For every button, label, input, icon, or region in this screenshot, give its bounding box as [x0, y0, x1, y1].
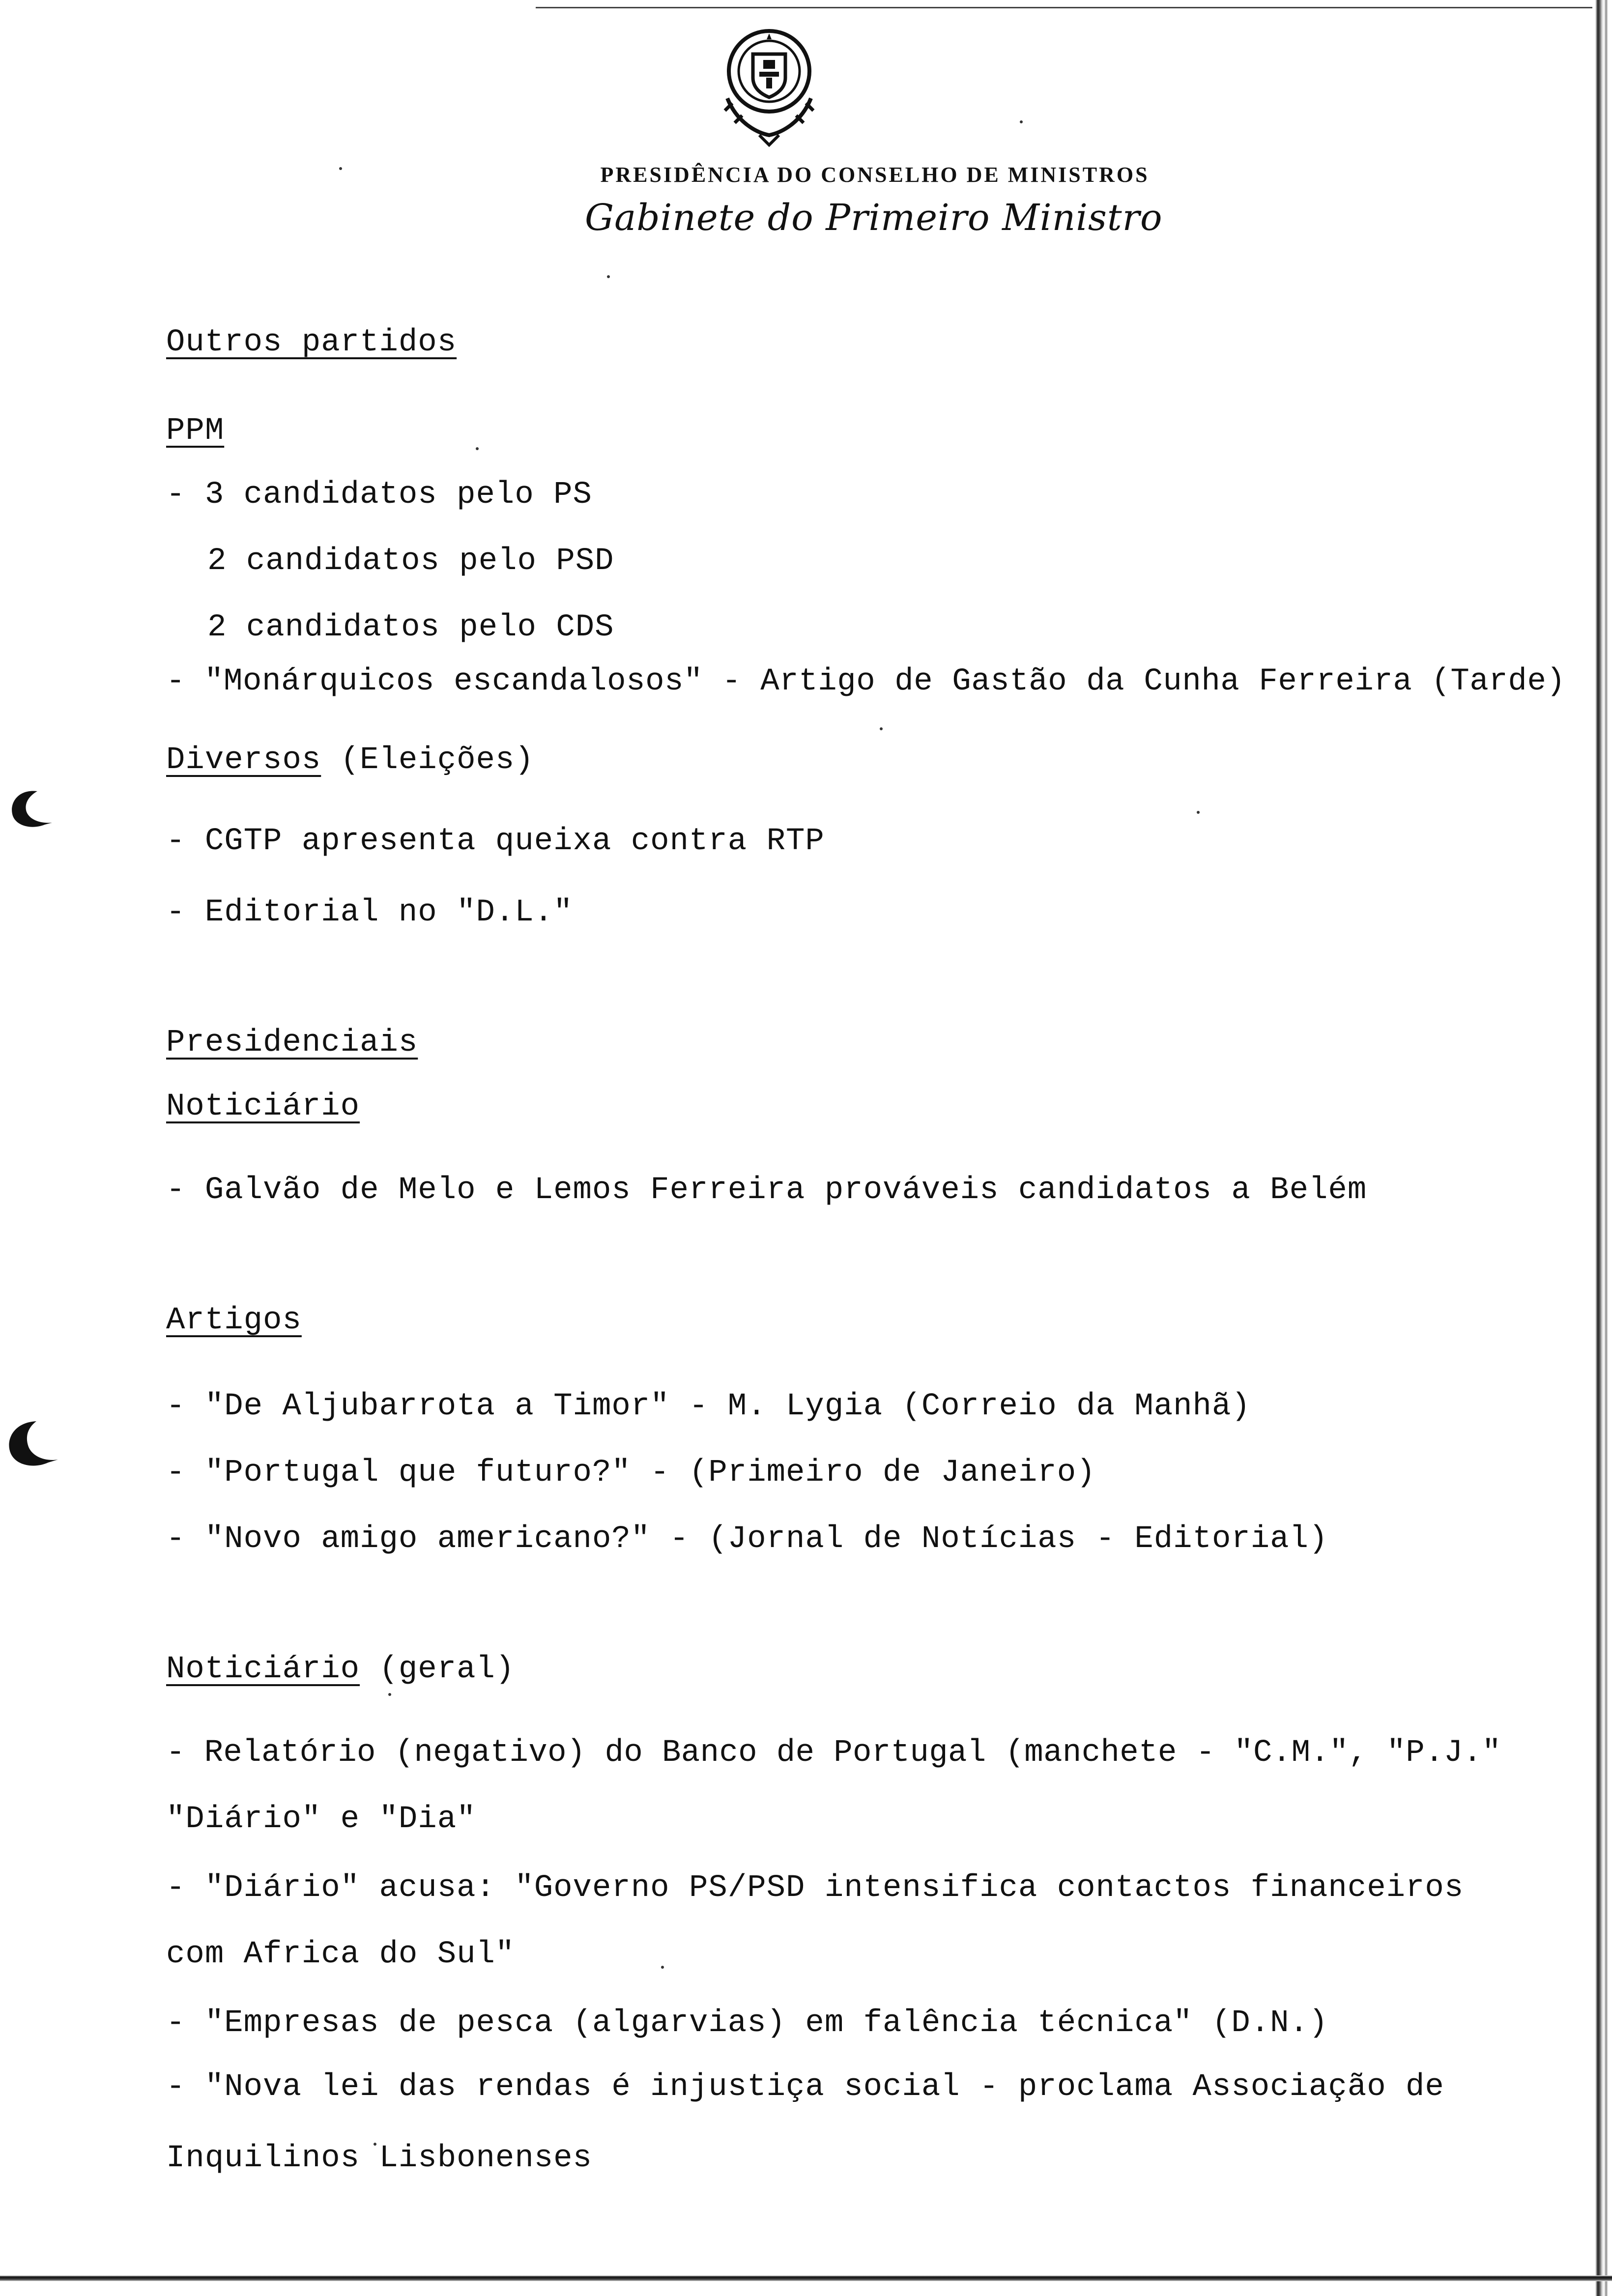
- paragraph-line: - Relatório (negativo) do Banco de Portugal (manchete - "C.M.", "P.J.": [166, 1735, 1501, 1771]
- list-item: - CGTP apresenta queixa contra RTP: [166, 824, 825, 859]
- section-title-outros-partidos: Outros partidos: [166, 325, 457, 360]
- section-title-noticiario-geral-suffix: (geral): [360, 1652, 515, 1687]
- list-item: - "De Aljubarrota a Timor" - M. Lygia (Correio da Manhã): [166, 1389, 1251, 1424]
- section-title-diversos-suffix: (Eleições): [321, 743, 534, 778]
- scan-speck: [476, 447, 479, 450]
- section-title-noticiario-geral: [166, 1654, 515, 1685]
- list-item: - "Monárquicos escandalosos" - Artigo de Gastão da Cunha Ferreira (Tarde): [166, 664, 1566, 699]
- letterhead-heading: PRESIDÊNCIA DO CONSELHO DE MINISTROS: [600, 163, 1150, 187]
- scan-edge-right: [1595, 0, 1608, 2296]
- paragraph-line: - "Empresas de pesca (algarvias) em falência técnica" (D.N.): [166, 2006, 1328, 2041]
- subsection-title-ppm: PPM: [166, 413, 225, 449]
- section-title-diversos: [166, 745, 534, 776]
- paragraph-line: - "Diário" acusa: "Governo PS/PSD intensifica contactos financeiros: [166, 1870, 1464, 1906]
- list-item: - Editorial no "D.L.": [166, 895, 573, 930]
- letterhead-subheading: Gabinete do Primeiro Ministro: [585, 197, 1163, 239]
- list-item: - 3 candidatos pelo PS: [166, 477, 592, 513]
- scan-edge-bottom: [0, 2275, 1612, 2281]
- section-title-diversos-label: Diversos: [166, 743, 321, 778]
- paragraph-line: "Diário" e "Dia": [166, 1802, 476, 1837]
- portuguese-coat-of-arms-icon: [713, 25, 826, 147]
- scan-speck: [388, 1693, 391, 1696]
- scan-speck: [661, 1966, 664, 1969]
- scan-speck: [607, 275, 610, 278]
- list-item: - "Portugal que futuro?" - (Primeiro de Janeiro): [166, 1455, 1096, 1491]
- scan-edge-top: [536, 7, 1592, 8]
- scan-speck: [1020, 120, 1023, 123]
- punch-hole-mark-lower: [3, 1415, 62, 1476]
- list-item: 2 candidatos pelo PSD: [207, 544, 614, 579]
- paragraph-line: Inquilinos Lisbonenses: [166, 2141, 592, 2176]
- section-title-noticiario-geral-label: Noticiário: [166, 1652, 360, 1687]
- list-item: 2 candidatos pelo CDS: [207, 610, 614, 645]
- subsection-title-artigos: Artigos: [166, 1303, 302, 1338]
- punch-hole-mark-upper: [3, 781, 57, 837]
- scan-speck: [1197, 811, 1200, 814]
- scan-speck: [880, 727, 883, 730]
- list-item: - "Novo amigo americano?" - (Jornal de Notícias - Editorial): [166, 1521, 1328, 1557]
- section-title-presidenciais: Presidenciais: [166, 1025, 418, 1061]
- paragraph-line: com Africa do Sul": [166, 1937, 515, 1972]
- subsection-title-noticiario: Noticiário: [166, 1089, 360, 1124]
- list-item: - Galvão de Melo e Lemos Ferreira prováveis candidatos a Belém: [166, 1173, 1367, 1208]
- paragraph-line: - "Nova lei das rendas é injustiça social - proclama Associação de: [166, 2069, 1444, 2105]
